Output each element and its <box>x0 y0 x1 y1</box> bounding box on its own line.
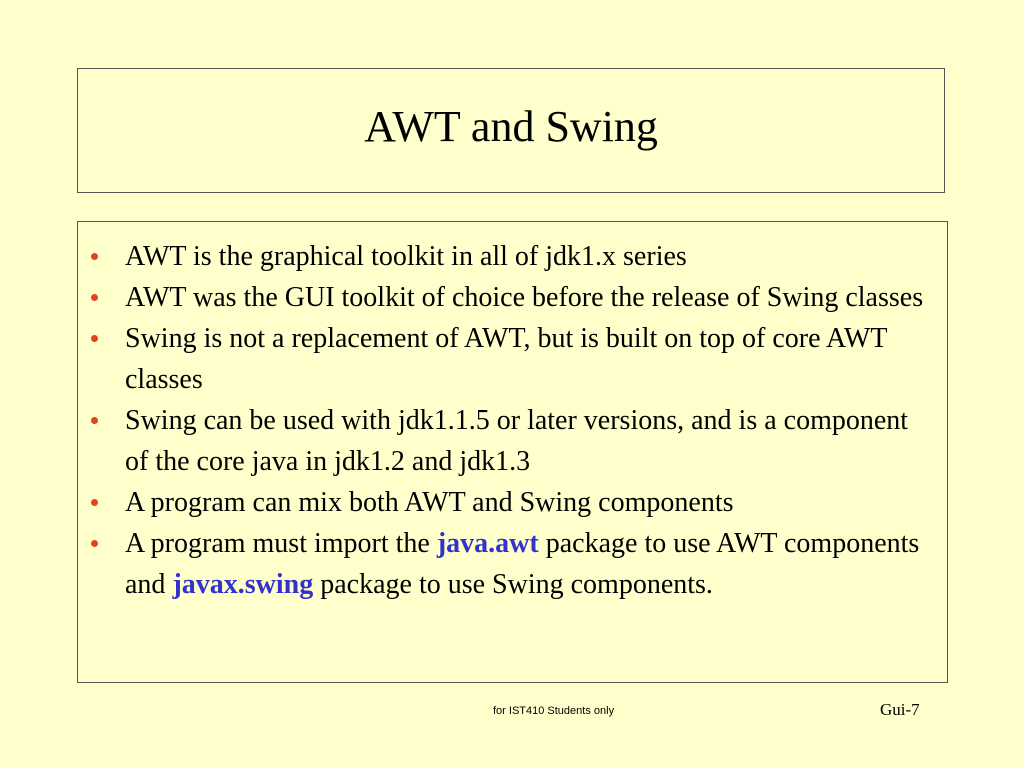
bullet-item <box>78 523 947 605</box>
bullet-text: A program can mix both AWT and Swing components <box>125 487 734 518</box>
bullet-text: A program must import the <box>125 528 437 559</box>
content-box <box>77 221 948 683</box>
bullet-text: Swing is not a replacement of AWT, but is built on top of core AWT classes <box>125 323 888 395</box>
bullet-item <box>78 400 947 482</box>
page-number: Gui-7 <box>880 700 920 719</box>
slide-title: AWT and Swing <box>364 101 658 151</box>
bullet-item <box>78 482 947 523</box>
bullet-text: AWT was the GUI toolkit of choice before the release of Swing classes <box>125 282 924 313</box>
bullet-dot-icon <box>91 499 98 506</box>
bullet-dot-icon <box>91 540 98 547</box>
footer-note: for IST410 Students only <box>493 705 615 717</box>
bullet-text: Swing can be used with jdk1.1.5 or later versions, and is a component of the core java in jdk1.2 and jdk1.3 <box>125 405 909 477</box>
bullet-text: package to use AWT components and <box>125 528 920 600</box>
code-javax-swing: javax.swing <box>172 569 314 600</box>
bullet-dot-icon <box>91 253 98 260</box>
bullet-item <box>78 236 947 277</box>
bullet-list <box>78 236 947 605</box>
bullet-dot-icon <box>91 335 98 342</box>
title-box <box>77 68 945 193</box>
bullet-text: package to use Swing components. <box>313 569 713 600</box>
bullet-dot-icon <box>91 294 98 301</box>
bullet-item <box>78 318 947 400</box>
bullet-item <box>78 277 947 318</box>
bullet-text: AWT is the graphical toolkit in all of jdk1.x series <box>125 241 687 272</box>
bullet-dot-icon <box>91 417 98 424</box>
code-java-awt: java.awt <box>436 528 539 559</box>
